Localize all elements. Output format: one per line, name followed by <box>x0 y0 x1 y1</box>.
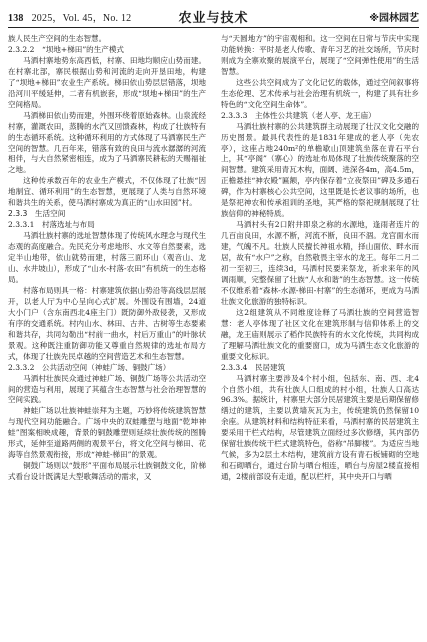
left-paragraph: 这种传承数百年的农业生产模式，不仅体现了壮族“因地制宜、循环利用”的生态智慧，更展现了人类与自然环境和谐共生的关系，使马洒村寨成为真正的“山水田园”村。 <box>8 176 206 208</box>
left-subsubsection-heading: 2.3.3.1 村落选址与布局 <box>8 220 95 230</box>
left-subsubsection-heading: 2.3.3.2 公共活动空间（神蛙广场、铜鼓广场） <box>8 362 171 372</box>
left-paragraph: 村落布局则具一格：村寨建筑依据山势沿等高线层层展开，以老人厅为中心呈向心式扩展。外围设有围墙，24道大小门户（含东南西北4座主门）既防御外敌侵袭，又形成有序的交通系统。村内山水、林田、古井、古树等生态要素和谐共存，共同勾勒出“村前一曲水，村后万重山”的叶脉状景观。这种既注重防御功能又尊重自然规律的选址布局方式，体现了壮族先民卓越的空间营造艺术和生态智慧。 <box>8 285 206 361</box>
right-paragraph: 马洒村头有2口附井即泉之称的水源地，逢雨者连片的几百亩良田，水源不断，河流不断，良田不涸。龙宫面水而建，气魄不凡。壮族人民擅长神祖水精，择山面依、畔水而居，故有“水户”之称，自然敬畏主宰水的龙王。每年二月二初一至初三，连续3d，马洒村民要来祭龙，祈求来年的风调雨顺，完整保留了壮族“人水和谐”的生态智慧。这一传统不仅维系着“森林-水源-梯田-村寨”的生态循环，更成为马洒壮族文化旅游的独特标识。 <box>221 220 419 306</box>
left-subsubsection-heading: 2.3.2.2 “坝地+梯田”的生产模式 <box>8 44 124 54</box>
right-paragraph: 这2组建筑从不同维度诠释了马洒壮族的空间营造智慧：老人亭体现了社区文化在建筑形制与信仰体系上的交融，龙王庙则展示了稻作民族特有的水文化传统，共同构成了理解马洒壮族文化的重要窗口，成为马洒生态文化旅游的重要文化标识。 <box>221 307 419 361</box>
right-column <box>221 34 419 634</box>
left-paragraph: 族人民生产空间的生态智慧。 <box>8 34 107 43</box>
left-paragraph: 马洒村壮族民众通过神蛙广场、铜鼓广场等公共活动空间的营造与利用，展现了其蕴含生态智慧与社会治理智慧的空间实践。 <box>8 373 206 405</box>
right-paragraph: 这些公共空间成为了文化记忆的载体，通过空间叙事将生态伦理、艺术传承与社会治理有机统一，构建了具有壮乡特色的“文化空间生命体”。 <box>221 77 419 109</box>
journal-title: 农业与技术 <box>178 11 249 26</box>
left-column <box>8 34 206 634</box>
left-paragraph: 铜鼓广场则以“鼓形”平面布局展示壮族铜鼓文化，阶梯式看台设计既满足大型歌舞活动的需求，又 <box>8 461 206 482</box>
right-paragraph: 马洒壮族村寨的公共建筑群主动展现了壮汉文化交融的历史图景。最具代表性的是1831年建成的老人亭（先农亭），这座占地240m²的单檐歇山顶建筑坐落在青石平台上，其“亭阁”（寨心）的选址布局体现了壮族传统聚落的空间智慧。建筑采用青瓦木构，面阔、进深各4m，高4.5m，正檐悬挂“神农殿”匾额，亭内保存着“立夜祭田”碑及多通石碑，作为村寨核心公共空间，这里既是长老议事的场所，也是祭祀神农和传承祖训的圣地，其严格的祭祀规制展现了壮族信仰的神秘特质。 <box>221 121 419 219</box>
left-paragraph: 马洒村寨地势东高西低，村寨、田地均顺应山势而建。在村寨北部，寨民根据山势和河流的走向开垦田地，构建了“坝地+梯田”农业生产系统。梯田依山势层层错落，坝地沿河川平缓延伸，二者有机嵌套，形成“坝地+梯田”的生产空间格局。 <box>8 55 206 109</box>
left-subsection-heading: 2.3.3 生活空间 <box>8 209 66 219</box>
page-number: 138 <box>8 13 24 24</box>
right-subsubsection-heading: 2.3.3.4 民居建筑 <box>221 362 286 372</box>
header-rule <box>8 27 419 28</box>
right-subsubsection-heading: 2.3.3.3 主体性公共建筑（老人亭、龙王庙） <box>221 110 376 120</box>
left-paragraph: 马洒梯田依山势而建，外围环绕着原始森林。山泉流经村寨，灌溉农田，蒸腾的水汽又回馈森林，构成了壮族特有的生态循环系统。这种循环利用的方式体现了马洒寨民生产空间的智慧。几百年来，错落有致的良田与流水潺潺的河流相伴，与大自然紧密相连，成为了马洒寨民耕耘的天赐福祉之地。 <box>8 110 206 175</box>
volume-info: 2025，Vol. 45，No. 12 <box>31 13 132 24</box>
left-paragraph: 神蛙广场以壮族神蛙崇拜为主题，巧妙将传统建筑智慧与现代空间功能融合。广场中央的双蛙雕塑与地面“乾坤神蛙”图案相映成趣，背景的铜鼓雕塑则延续壮族传统的图腾形式，延伸至道路两侧的观景平台，将文化空间与梯田、花海等自然景观衔接，形成“神蛙-梯田”的景观。 <box>8 406 206 460</box>
page-header <box>8 6 419 28</box>
right-paragraph: 与“天圆地方”的宇宙观相和。这一空间在日常与节庆中实现功能转换：平时是老人传歌、青年习艺的社交场所，节庆时则成为全寨欢聚的展演平台，展现了“空间弹性使用”的生活智慧。 <box>221 34 419 76</box>
right-paragraph: 马洒村寨主要涉及4个村小组，包括东、南、西、北4个自然小组，共有壮族人口组成的村小组，壮族人口高达96.3%。据统计，村寨里大部分民居建筑主要是后期保留修缮过的建筑，主要以黄墙灰瓦为主，传统建筑仍然保留10余座。从建筑材料和结构特征来看，马洒村寨的民居建筑主要采用干栏式结构，尽管建筑立面经过多次修缮，其内部仍保留壮族传统干栏式建筑特色，俗称“吊脚楼”。为适应当地气候，多为2层土木结构，建筑前方设有青石板铺砌的空地和石砌晒台，通过台阶与晒台相连，晒台与房屋2楼直接相通，2楼前部设有走道，配以栏杆，其中央开口与晒 <box>221 373 419 482</box>
left-paragraph: 马洒壮族村寨的选址智慧体现了传统风水理念与现代生态观的高度融合。先民充分考虑地形、水文等自然要素，选定半山地带，依山就势而建，村落三面环山（观音山、龙山、水井坡山），形成了“山水-村落-农田”有机统一的生态格局。 <box>8 231 206 284</box>
section-label: ※园林园艺 <box>369 13 419 24</box>
